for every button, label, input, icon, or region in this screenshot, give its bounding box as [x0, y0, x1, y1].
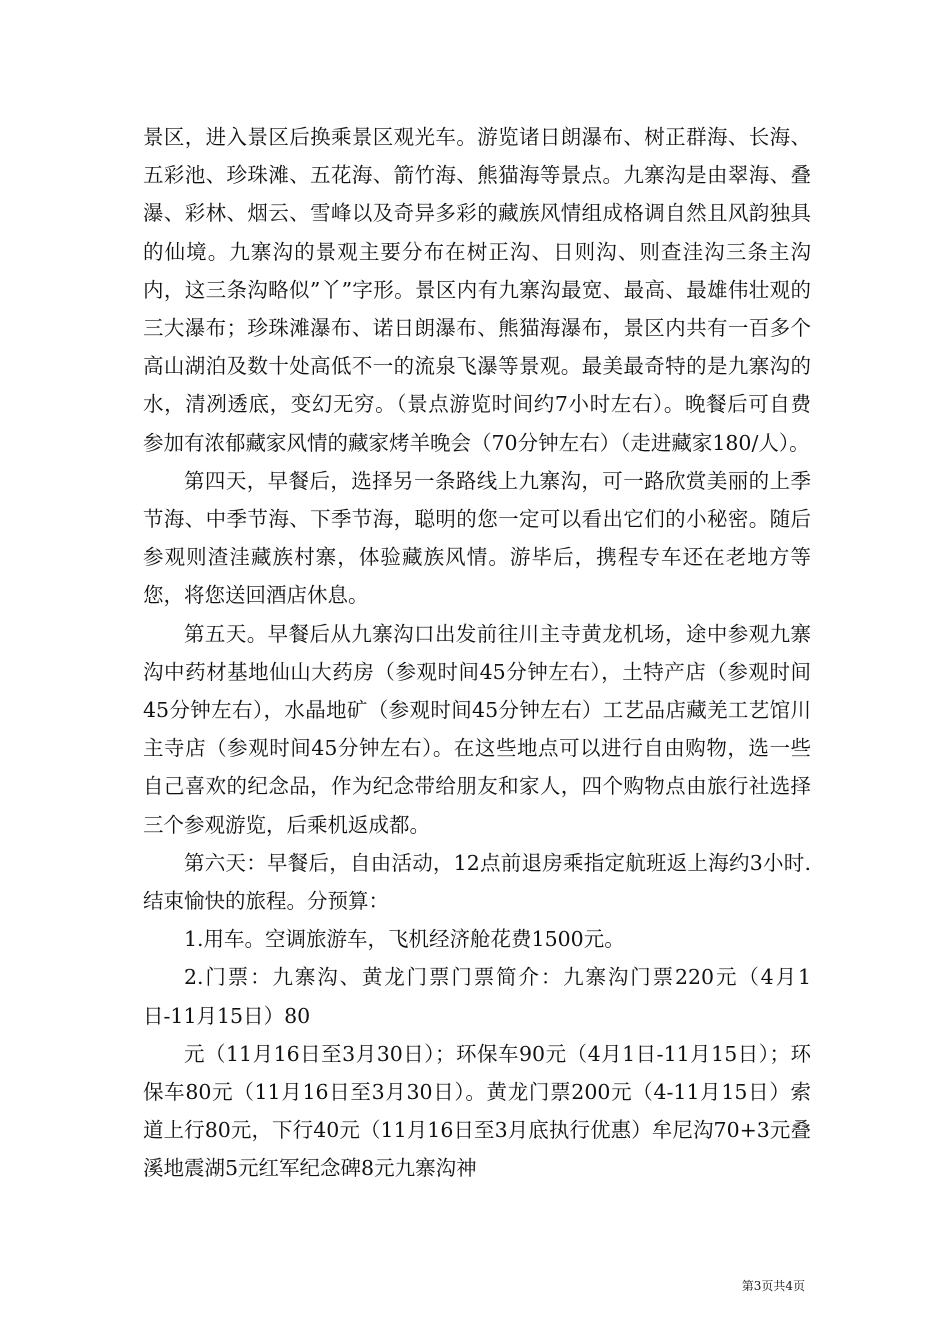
paragraph-budget-transport: 1.用车。空调旅游车，飞机经济舱花费1500元。 [184, 927, 625, 952]
paragraph-day6: 第六天：早餐后，自由活动，12点前退房乘指定航班返上海约3小时.结束愉快的旅程。分预算： [143, 850, 811, 914]
page-number: 第3页共4页 [741, 1279, 805, 1293]
paragraph-day4: 第四天，早餐后，选择另一条路线上九寨沟，可一路欣赏美丽的上季节海、中季节海、下季节海，聪明的您一定可以看出它们的小秘密。随后参观则渣洼藏族村寨，体验藏族风情。游毕后，携程专车还在老地方等您，将您送回酒店休息。 [143, 468, 811, 608]
paragraph-budget-tickets-continued: 元（11月16日至3月30日）；环保车90元（4月1日-11月15日）；环保车80元（11月16日至3月30日）。黄龙门票200元（4-11月15日）索道上行80元，下行40元（11月16日至3月底执行优惠）牟尼沟70+3元叠溪地震湖5元红军纪念碑8元九寨沟神 [143, 1041, 811, 1181]
document-body [143, 118, 811, 1188]
paragraph-day5: 第五天。早餐后从九寨沟口出发前往川主寺黄龙机场，途中参观九寨沟中药材基地仙山大药房（参观时间45分钟左右），土特产店（参观时间45分钟左右），水晶地矿（参观时间45分钟左右）工艺品店藏羌工艺馆川主寺店（参观时间45分钟左右）。在这些地点可以进行自由购物，选一些自己喜欢的纪念品，作为纪念带给朋友和家人，四个购物点由旅行社选择三个参观游览，后乘机返成都。 [143, 621, 811, 837]
paragraph-day3-continued: 景区，进入景区后换乘景区观光车。游览诸日朗瀑布、树正群海、长海、五彩池、珍珠滩、五花海、箭竹海、熊猫海等景点。九寨沟是由翠海、叠瀑、彩林、烟云、雪峰以及奇异多彩的藏族风情组成格调自然且风韵独具的仙境。九寨沟的景观主要分布在树正沟、日则沟、则查洼沟三条主沟内，这三条沟略似”丫”字形。景区内有九寨沟最宽、最高、最雄伟壮观的三大瀑布；珍珠滩瀑布、诺日朗瀑布、熊猫海瀑布，景区内共有一百多个高山湖泊及数十处高低不一的流泉飞瀑等景观。最美最奇特的是九寨沟的水，清冽透底，变幻无穷。（景点游览时间约7小时左右）。晚餐后可自费参加有浓郁藏家风情的藏家烤羊晚会（70分钟左右）（走进藏家180/人）。 [143, 125, 811, 455]
paragraph-budget-tickets: 2.门票：九寨沟、黄龙门票门票简介：九寨沟门票220元（4月1日-11月15日）80 [143, 965, 811, 1028]
